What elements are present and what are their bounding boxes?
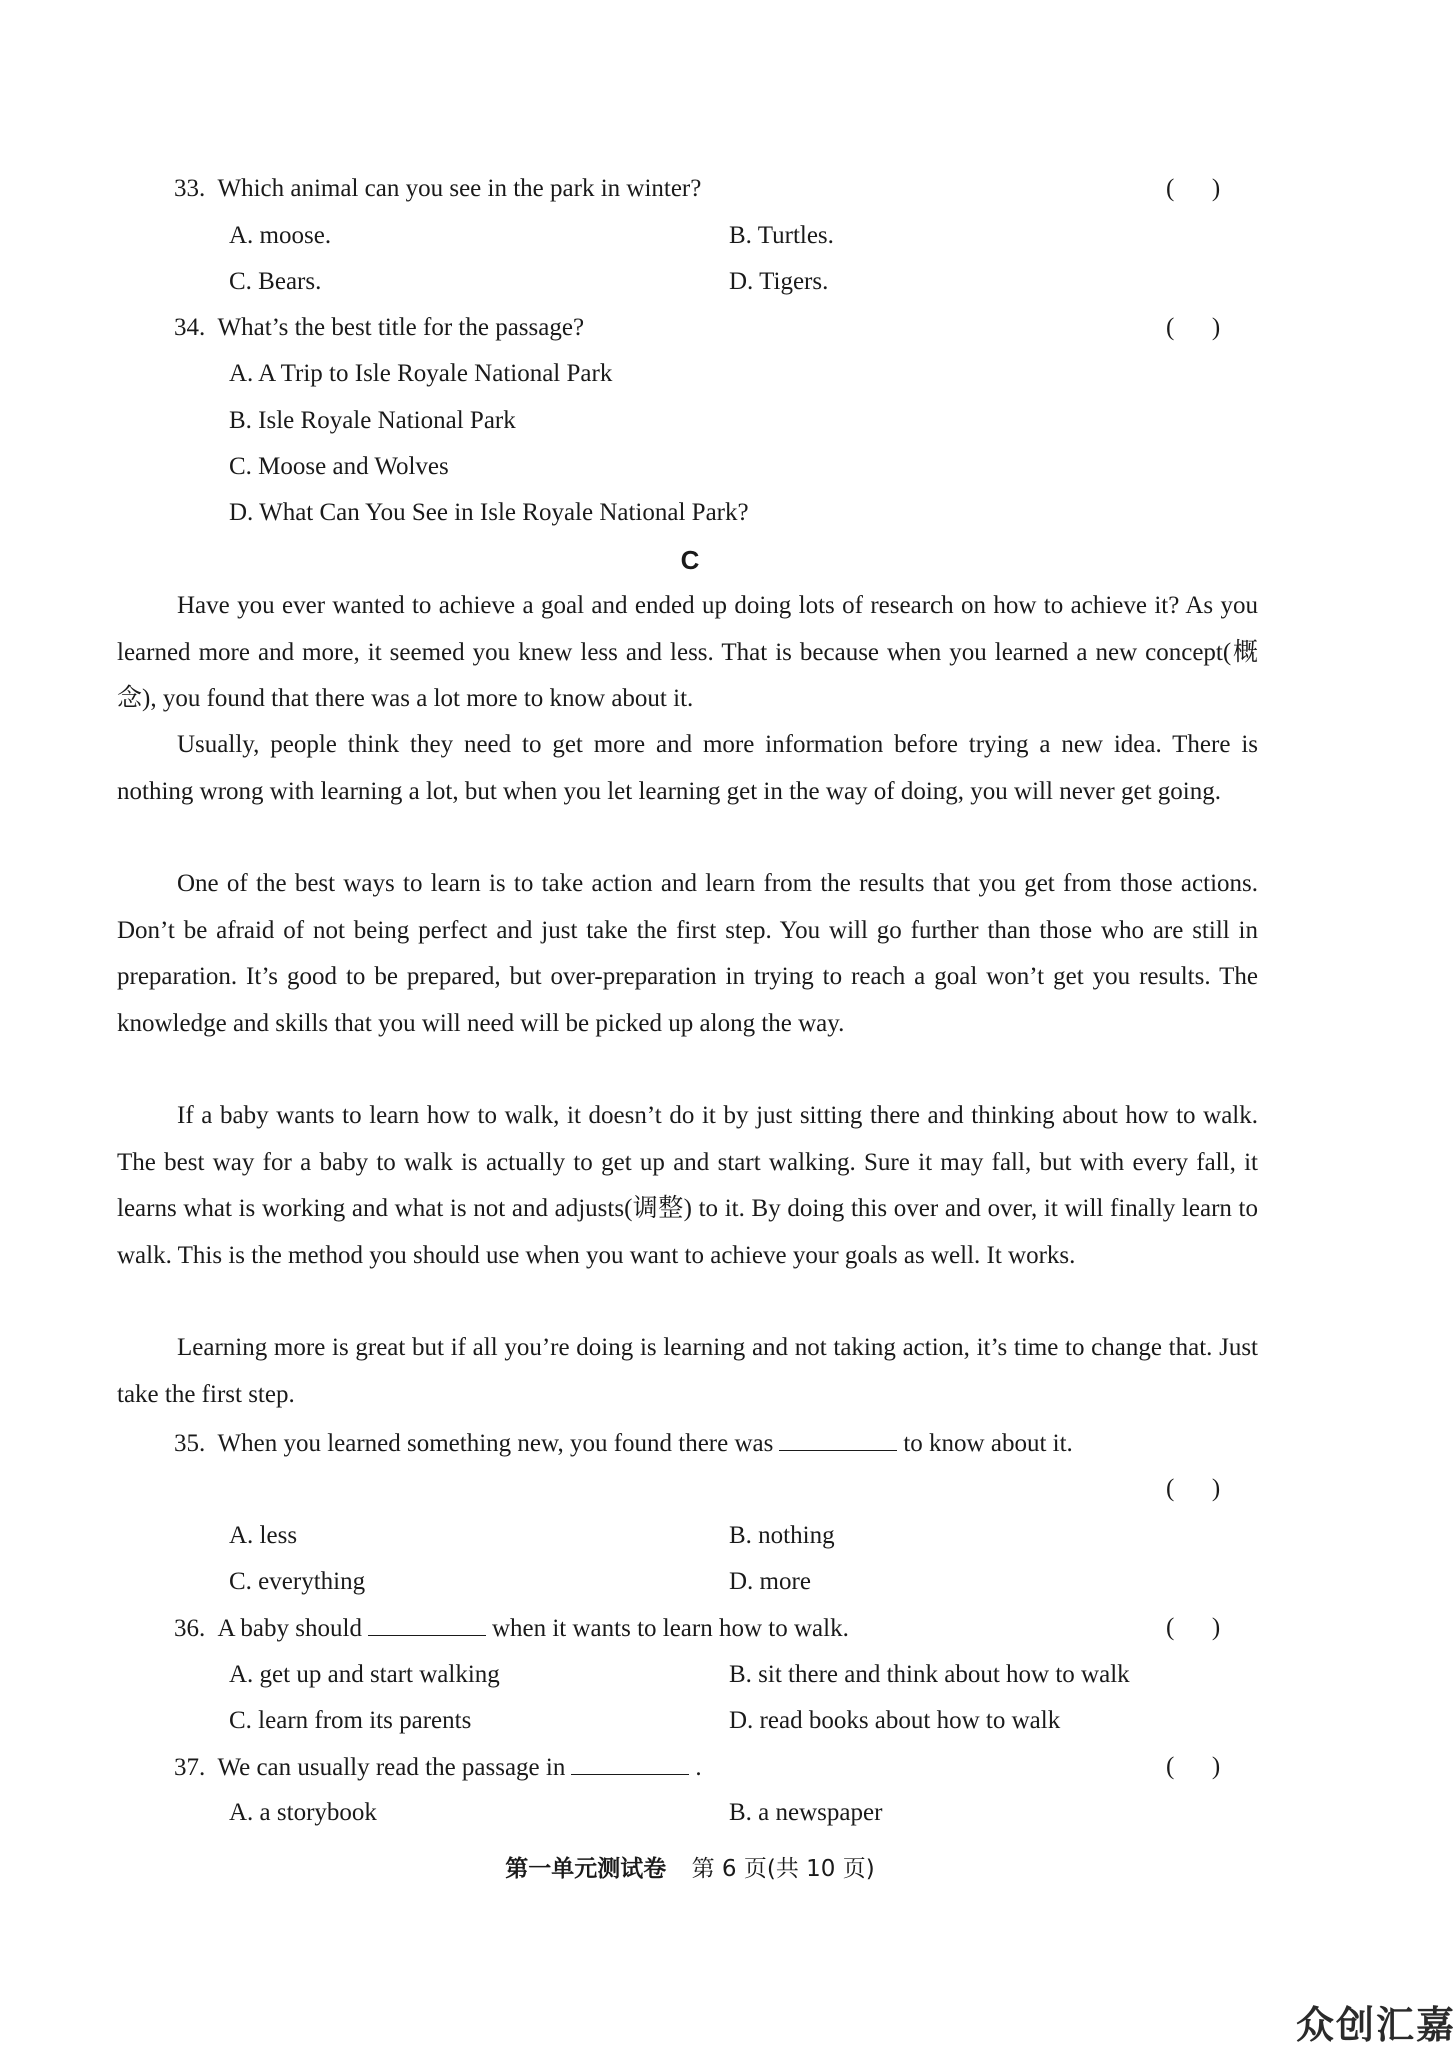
question-text: We can usually read the passage in: [217, 1754, 566, 1781]
answer-parentheses: ( ): [1166, 175, 1221, 202]
footer-title: 第一单元测试卷: [505, 1856, 667, 1882]
answer-blank: [779, 1428, 897, 1451]
option-a: A. a storybook: [229, 1799, 377, 1826]
passage-paragraph-4: If a baby wants to learn how to walk, it doesn’t do it by just sitting there and thinking about how to walk. The best way for a baby to walk is actually to get up and start walking. Sure it may fall, but with every fall, it learns what is working and what is not and adjusts(调整) to it. By doing this over and over, it will finally learn to walk. This is the method you should use when you want to achieve your goals as well. It works.: [117, 1102, 1258, 1269]
footer-page-info: 第 6 页(共 10 页): [691, 1856, 875, 1882]
option-c: C. learn from its parents: [229, 1707, 472, 1734]
question-37: [174, 1752, 702, 1782]
option-c: C. Moose and Wolves: [229, 453, 449, 480]
question-text-after: .: [695, 1754, 702, 1781]
option-d: D. What Can You See in Isle Royale National Park?: [229, 499, 749, 526]
question-number: 34.: [174, 314, 206, 341]
option-d: D. more: [729, 1568, 811, 1595]
option-b: B. Isle Royale National Park: [229, 407, 516, 434]
option-a: A. A Trip to Isle Royale National Park: [229, 360, 613, 387]
passage-paragraph-2: Usually, people think they need to get more and more information before trying a new idea. There is nothing wrong with learning a lot, but when you let learning get in the way of doing, you will never get going.: [117, 731, 1258, 805]
question-number: 33.: [174, 175, 206, 202]
question-35: [174, 1428, 1073, 1458]
answer-parentheses: ( ): [1166, 1475, 1221, 1502]
option-d: D. Tigers.: [729, 268, 829, 295]
section-title: C: [680, 545, 700, 575]
answer-blank: [571, 1752, 689, 1775]
passage-paragraph-3: One of the best ways to learn is to take action and learn from the results that you get from those actions. Don’t be afraid of not being perfect and just take the first step. You will go further than those who are still in preparation. It’s good to be prepared, but over-preparation in trying to reach a goal won’t get you results. The knowledge and skills that you will need will be picked up along the way.: [117, 870, 1258, 1037]
question-text-after: to know about it.: [903, 1430, 1073, 1457]
question-text: Which animal can you see in the park in winter?: [217, 175, 702, 202]
question-text: A baby should: [217, 1615, 362, 1642]
question-36: [174, 1613, 849, 1643]
question-text: When you learned something new, you found there was: [217, 1430, 774, 1457]
question-number: 35.: [174, 1430, 206, 1457]
option-a: A. moose.: [229, 222, 332, 249]
answer-parentheses: ( ): [1166, 1614, 1221, 1641]
passage-paragraph-5: Learning more is great but if all you’re doing is learning and not taking action, it’s time to change that. Just take the first step.: [117, 1334, 1258, 1408]
question-text-after: when it wants to learn how to walk.: [491, 1615, 849, 1642]
option-c: C. everything: [229, 1568, 366, 1595]
option-b: B. Turtles.: [729, 222, 834, 249]
answer-blank: [368, 1613, 486, 1636]
page-footer: [0, 1853, 1380, 1885]
option-a: A. get up and start walking: [229, 1661, 500, 1688]
option-a: A. less: [229, 1522, 298, 1549]
option-c: C. Bears.: [229, 268, 322, 295]
option-b: B. nothing: [729, 1522, 835, 1549]
option-b: B. sit there and think about how to walk: [729, 1661, 1130, 1688]
question-34: [174, 313, 584, 343]
passage-paragraph-1: Have you ever wanted to achieve a goal and ended up doing lots of research on how to achieve it? As you learned more and more, it seemed you knew less and less. That is because when you learned a new concept(概念), you found that there was a lot more to know about it.: [117, 592, 1258, 712]
answer-parentheses: ( ): [1166, 314, 1221, 341]
question-number: 36.: [174, 1615, 206, 1642]
option-b: B. a newspaper: [729, 1799, 883, 1826]
answer-parentheses: ( ): [1166, 1753, 1221, 1780]
question-text: What’s the best title for the passage?: [217, 314, 585, 341]
question-number: 37.: [174, 1754, 206, 1781]
question-33: [174, 174, 701, 204]
option-d: D. read books about how to walk: [729, 1707, 1061, 1734]
watermark-logo: 众创汇嘉: [1295, 2003, 1456, 2047]
